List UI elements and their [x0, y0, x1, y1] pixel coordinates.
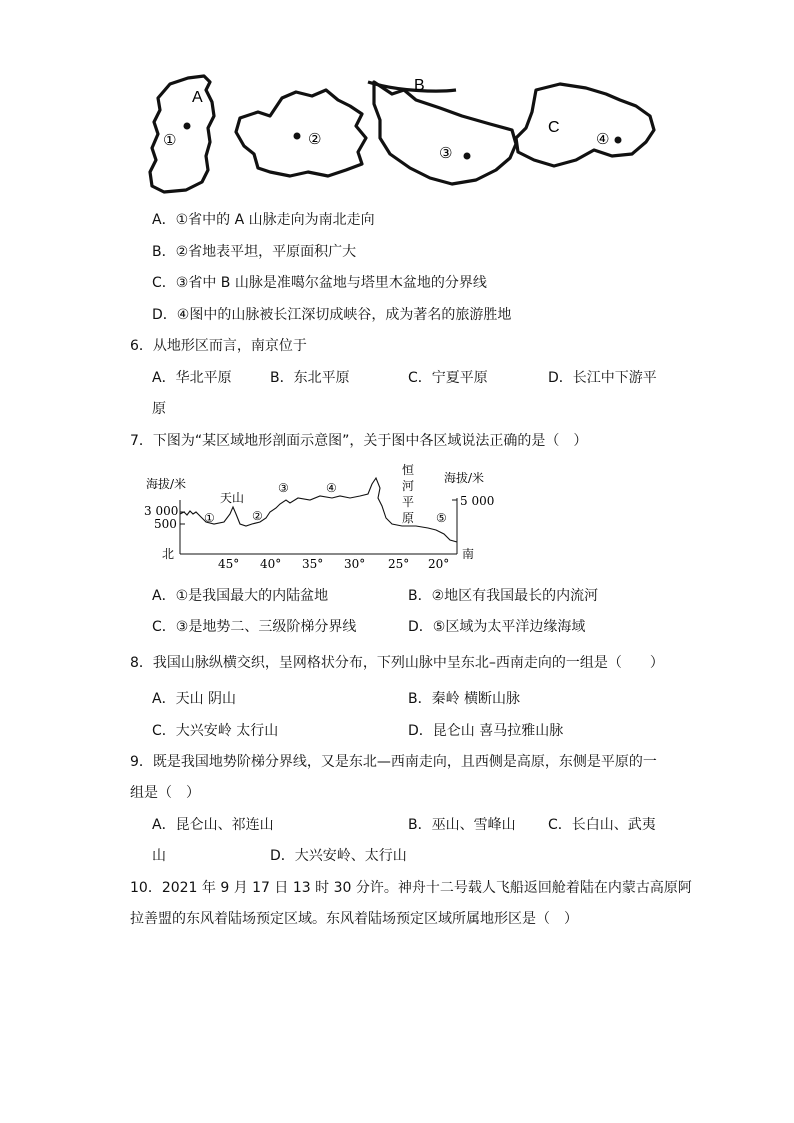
profile-x-tick-25: 25° — [388, 557, 410, 571]
profile-south: 南 — [462, 547, 475, 561]
profile-label-he: 河 — [402, 479, 415, 493]
q7-option-c: C．③是地势二、三级阶梯分界线 — [152, 619, 357, 635]
profile-region-2: ② — [252, 509, 263, 523]
q6-option-c: C．宁夏平原 — [408, 370, 488, 386]
q9-option-b: B．巫山、雪峰山 — [408, 817, 516, 833]
province-4-outline — [516, 84, 654, 166]
map-label-c: C — [548, 119, 560, 136]
q8-option-c: C．大兴安岭 太行山 — [152, 723, 279, 739]
profile-tick-5000: 5 000 — [460, 494, 495, 508]
profile-label-yuan: 原 — [402, 511, 415, 525]
profile-x-tick-35: 35° — [302, 557, 324, 571]
terrain-profile-figure — [140, 460, 495, 571]
q9-option-a: A．昆仑山、祁连山 — [152, 817, 274, 833]
province-1-capital — [184, 123, 191, 130]
profile-label-tianshan: 天山 — [220, 491, 245, 505]
profile-label-ping: 平 — [402, 495, 415, 509]
province-1-outline — [150, 76, 214, 192]
map-number-2: ② — [308, 130, 322, 148]
q5-option-a: A．①省中的 A 山脉走向为南北走向 — [152, 212, 375, 228]
profile-tick-3000: 3 000 — [144, 504, 179, 518]
q10-stem-line1: 10．2021 年 9 月 17 日 13 时 30 分许。神舟十二号载人飞船返回舱着陆在内蒙古高原阿 — [130, 880, 692, 896]
q9-option-c-continued: 山 — [152, 848, 166, 864]
q6-option-d-continued: 原 — [152, 401, 166, 417]
map-number-1: ① — [163, 131, 177, 149]
q8-stem: 8．我国山脉纵横交织，呈网格状分布，下列山脉中呈东北–西南走向的一组是（ ） — [130, 655, 664, 671]
q9-option-d: D．大兴安岭、太行山 — [270, 848, 407, 864]
profile-region-3: ③ — [278, 481, 289, 495]
profile-x-tick-30: 30° — [344, 557, 366, 571]
q6-option-d: D．长江中下游平 — [548, 370, 657, 386]
profile-ylabel-left: 海拔/米 — [146, 477, 187, 491]
q7-stem: 7．下图为“某区域地形剖面示意图”，关于图中各区域说法正确的是（ ） — [130, 433, 588, 449]
q5-option-c: C．③省中 B 山脉是准噶尔盆地与塔里木盆地的分界线 — [152, 275, 487, 291]
q7-option-b: B．②地区有我国最长的内流河 — [408, 588, 599, 604]
profile-terrain-line — [180, 478, 457, 542]
province-4-capital — [615, 137, 622, 144]
profile-tick-500: 500 — [154, 517, 177, 531]
province-2-outline — [236, 90, 366, 176]
profile-region-5: ⑤ — [436, 511, 447, 525]
map-number-3: ③ — [439, 144, 453, 162]
q6-stem: 6．从地形区而言，南京位于 — [130, 338, 307, 354]
province-maps-figure — [140, 72, 670, 200]
profile-region-1: ① — [204, 511, 215, 525]
q9-option-c: C．长白山、武夷 — [548, 817, 656, 833]
q5-option-d: D．④图中的山脉被长江深切成峡谷，成为著名的旅游胜地 — [152, 307, 512, 323]
q8-option-a: A．天山 阴山 — [152, 691, 237, 707]
profile-ylabel-right: 海拔/米 — [444, 471, 485, 485]
q7-option-d: D．⑤区域为太平洋边缘海域 — [408, 619, 586, 635]
profile-region-4: ④ — [326, 481, 337, 495]
profile-x-tick-45: 45° — [218, 557, 240, 571]
q6-option-b: B．东北平原 — [270, 370, 350, 386]
q8-option-d: D．昆仑山 喜马拉雅山脉 — [408, 723, 564, 739]
map-label-a: A — [192, 89, 203, 106]
q8-option-b: B．秦岭 横断山脉 — [408, 691, 521, 707]
profile-label-heng: 恒 — [402, 463, 415, 477]
map-label-b: B — [414, 77, 425, 94]
profile-x-tick-20: 20° — [428, 557, 450, 571]
q10-stem-line2: 拉善盟的东风着陆场预定区域。东风着陆场预定区域所属地形区是（ ） — [130, 911, 578, 927]
profile-north: 北 — [162, 547, 175, 561]
province-3-capital — [464, 153, 471, 160]
range-b-line — [368, 82, 456, 91]
q6-option-a: A．华北平原 — [152, 370, 232, 386]
province-3-outline — [374, 82, 516, 184]
profile-x-tick-40: 40° — [260, 557, 282, 571]
province-2-capital — [294, 133, 301, 140]
map-number-4: ④ — [596, 130, 610, 148]
q9-stem-continued: 组是（ ） — [130, 785, 200, 801]
profile-x-ticks — [218, 557, 449, 571]
q9-stem: 9．既是我国地势阶梯分界线，又是东北—西南走向，且西侧是高原，东侧是平原的一 — [130, 754, 657, 770]
q7-option-a: A．①是我国最大的内陆盆地 — [152, 588, 329, 604]
q5-option-b: B．②省地表平坦，平原面积广大 — [152, 244, 357, 260]
